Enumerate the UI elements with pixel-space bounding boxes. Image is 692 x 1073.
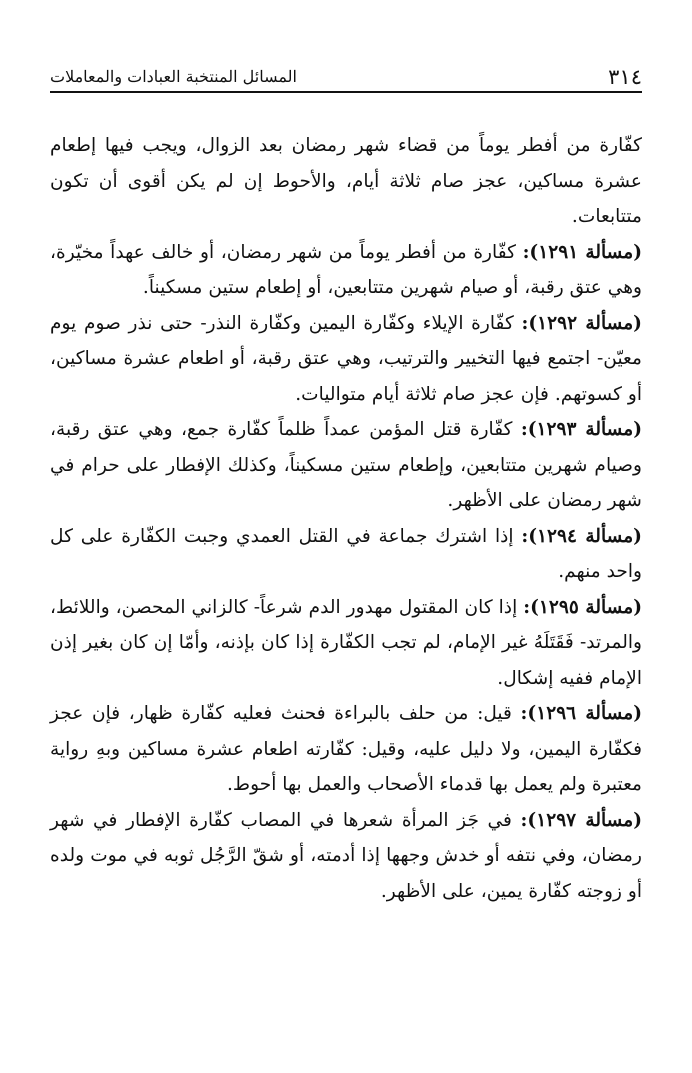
paragraph-text: كفّارة من أفطر يوماً من شهر رمضان، أو خالف عهداً مخيّرة، وهي عتق رقبة، أو صيام شهرين متتابعين، أو إطعام ستين مسكيناً. bbox=[50, 241, 642, 298]
page-number: ٣١٤ bbox=[608, 65, 642, 89]
issue-label: (مسألة ١٢٩٣): bbox=[520, 419, 643, 440]
issue-label: (مسألة ١٢٩٧): bbox=[520, 809, 642, 831]
issue-label: (مسألة ١٢٩٥): bbox=[523, 596, 642, 618]
issue-label: (مسألة ١٢٩٤): bbox=[521, 525, 642, 547]
paragraph-text: كفّارة من أفطر يوماً من قضاء شهر رمضان بعد الزوال، ويجب فيها إطعام عشرة مساكين، عجز صام ثلاثة أيام، والأحوط إن لم يكن أقوى أن تكون متتابعات. bbox=[50, 135, 642, 227]
paragraph-text: كفّارة الإيلاء وكفّارة اليمين وكفّارة النذر- حتى نذر صوم يوم معيّن- اجتمع فيها التخيير والترتيب، وهي عتق رقبة، أو اطعام عشرة مساكين، أو كسوتهم. فإن عجز صام ثلاثة أيام متواليات. bbox=[50, 312, 642, 405]
body-text bbox=[50, 128, 642, 909]
paragraph-mas-1295 bbox=[50, 590, 642, 697]
page-header bbox=[50, 62, 642, 93]
paragraph-text: كفّارة قتل المؤمن عمداً ظلماً كفّارة جمع، وهي عتق رقبة، وصيام شهرين متتابعين، وإطعام ستين مسكيناً، وكذلك الإفطار على حرام في شهر رمضان على الأظهر. bbox=[50, 419, 642, 511]
issue-label: (مسألة ١٢٩٢): bbox=[521, 312, 642, 334]
paragraph-mas-1291 bbox=[50, 235, 642, 306]
paragraph-text: قيل: من حلف بالبراءة فحنث فعليه كفّارة ظهار، فإن عجز فكفّارة اليمين، ولا دليل عليه، وقيل: كفّارته اطعام عشرة مساكين وبهِ رواية معتبرة ولم يعمل بها قدماء الأصحاب والعمل بها أحوط. bbox=[50, 703, 642, 795]
paragraph-mas-1297 bbox=[50, 803, 642, 910]
paragraph-text: إذا اشترك جماعة في القتل العمدي وجبت الكفّارة على كل واحد منهم. bbox=[50, 525, 642, 582]
paragraph-mas-1293 bbox=[50, 412, 642, 519]
paragraph-mas-1292 bbox=[50, 306, 642, 413]
paragraph-intro bbox=[50, 128, 642, 235]
issue-label: (مسألة ١٢٩٦): bbox=[520, 703, 642, 724]
paragraph-mas-1294 bbox=[50, 519, 642, 590]
page bbox=[50, 62, 642, 909]
paragraph-text: في جَز المرأة شعرها في المصاب كفّارة الإفطار في شهر رمضان، وفي نتفه أو خدش وجهها إذا أدمته، أو شقّ الرَّجُل ثوبه في موت ولده أو زوجته كفّارة يمين، على الأظهر. bbox=[50, 809, 642, 902]
running-title: المسائل المنتخبة العبادات والمعاملات bbox=[50, 67, 297, 86]
paragraph-mas-1296 bbox=[50, 696, 642, 803]
paragraph-text: إذا كان المقتول مهدور الدم شرعاً- كالزاني المحصن، واللائط، والمرتد- فَقَتَلَهُ غير الإمام، لم تجب الكفّارة إذا كان بإذنه، وأمّا إن كان بغير إذن الإمام ففيه إشكال. bbox=[50, 596, 642, 689]
issue-label: (مسألة ١٢٩١): bbox=[522, 241, 642, 263]
